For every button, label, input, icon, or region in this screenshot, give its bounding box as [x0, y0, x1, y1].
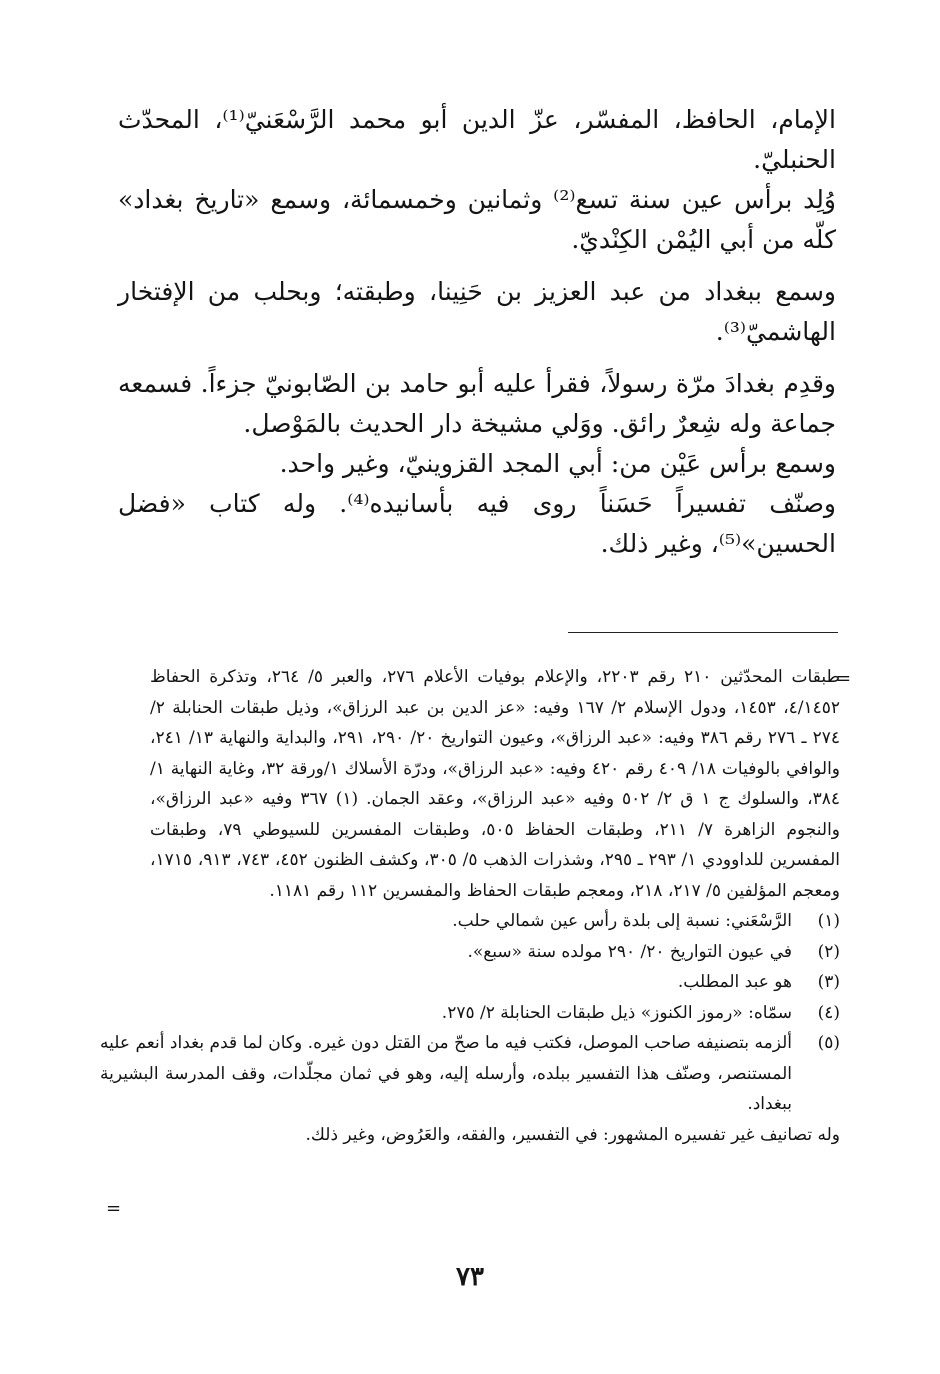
- end-continuation-mark: =: [106, 1198, 122, 1219]
- footnote-text: الرَّسْعَني: نسبة إلى بلدة رأس عين شمالي حلب.: [452, 911, 792, 931]
- footnotes-section: [100, 662, 840, 1150]
- paragraph-birth: وُلِد برأس عين سنة تسع⁽²⁾ وثمانين وخمسمائة، وسمع «تاريخ بغداد» كلّه من أبي اليُمْن الكِنْديّ.: [118, 185, 836, 254]
- paragraph-hearing-baghdad: وسمع ببغداد من عبد العزيز بن حَنِينا، وطبقته؛ وبحلب من الإفتخار الهاشميّ⁽³⁾.: [118, 277, 836, 346]
- footnote-number: (١): [817, 911, 840, 931]
- footnote-text: سمّاه: «رموز الكنوز» ذيل طبقات الحنابلة ٢/ ٢٧٥.: [441, 1002, 792, 1023]
- page-number: ٧٣: [456, 1262, 484, 1292]
- footnote-last-line: وله تصانيف غير تفسيره المشهور: في التفسير، والفقه، والعَرُوض، وغير ذلك.: [305, 1124, 840, 1145]
- footnote-number: (٢): [817, 941, 840, 962]
- paragraph-works: وصنّف تفسيراً حَسَناً روى فيه بأسانيده⁽⁴⁾. وله كتاب «فضل الحسين»⁽⁵⁾، وغير ذلك.: [118, 489, 836, 558]
- footnote-item: [100, 937, 840, 968]
- footnote-number: (٥): [817, 1033, 840, 1053]
- footnote-item: [100, 998, 840, 1029]
- footnote-number: (٣): [817, 972, 840, 992]
- footnote-text: في عيون التواريخ ٢٠/ ٢٩٠ مولده سنة «سبع».: [467, 941, 792, 962]
- paragraph-envoy: وقدِم بغدادَ مرّة رسولاً، فقرأ عليه أبو حامد بن الصّابونيّ جزءاً. فسمعه جماعة وله شِعرٌ رائق. ووَلي مشيخة دار الحديث بالمَوْصل.: [118, 369, 836, 438]
- footnote-item: [100, 906, 840, 937]
- footnote-divider: [568, 632, 838, 633]
- footnote-text: ألزمه بتصنيفه صاحب الموصل، فكتب فيه ما صحّ من القتل دون غيره. وكان لما قدم بغداد أنعم عليه المستنصر، وصنّف هذا التفسير ببلده، وأرسله إليه، وهو في ثمان مجلّدات، وقف المدرسة البشيرية ببغداد.: [100, 1033, 792, 1114]
- footnote-text: هو عبد المطلب.: [677, 972, 792, 992]
- footnote-continuation: طبقات المحدّثين ٢١٠ رقم ٢٢٠٣، والإعلام بوفيات الأعلام ٢٧٦، والعبر ٥/ ٢٦٤، وتذكرة الحفاظ ٤/١٤٥٢، ١٤٥٣، ودول الإسلام ٢/ ١٦٧ وفيه: «عز الدين بن عبد الرزاق»، وذيل طبقات الحنابلة ٢/ ٢٧٤ ـ ٢٧٦ رقم ٣٨٦ وفيه: «عبد الرزاق»، وعيون التواريخ ٢٠/ ٢٩٠، ٢٩١، والبداية والنهاية ١٣/ ٢٤١، والوافي بالوفيات ١٨/ ٤٠٩ رقم ٤٢٠ وفيه: «عبد الرزاق»، ودرّة الأسلاك ١/ورقة ٣٢، وغاية النهاية ١/ ٣٨٤، والسلوك ج ١ ق ٢/ ٥٠٢ وفيه «عبد الرزاق»، وعقد الجمان. (١) ٣٦٧ وفيه «عبد الرزاق»، والنجوم الزاهرة ٧/ ٢١١، وطبقات الحفاظ ٥٠٥، وطبقات المفسرين للسيوطي ٧٩، وطبقات المفسرين للداوودي ١/ ٢٩٣ ـ ٢٩٥، وشذرات الذهب ٥/ ٣٠٥، وكشف الظنون ٤٥٢، ٧٤٣، ٩١٣، ١٧١٥، ومعجم المؤلفين ٥/ ٢١٧، ٢١٨، ومعجم طبقات الحفاظ والمفسرين ١١٢ رقم ١١٨١.: [150, 667, 841, 901]
- footnote-item: [100, 967, 840, 998]
- main-body-text: [118, 100, 836, 564]
- footnote-number: (٤): [817, 1002, 840, 1023]
- footnote-item: [100, 1028, 840, 1120]
- paragraph-intro: الإمام، الحافظ، المفسّر، عزّ الدين أبو محمد الرَّسْعَنيّ⁽¹⁾، المحدّث الحنبليّ.: [118, 105, 837, 174]
- paragraph-ras-ain: وسمع برأس عَيْن من: أبي المجد القزوينيّ، وغير واحد.: [279, 449, 836, 478]
- continuation-mark: =: [836, 668, 852, 689]
